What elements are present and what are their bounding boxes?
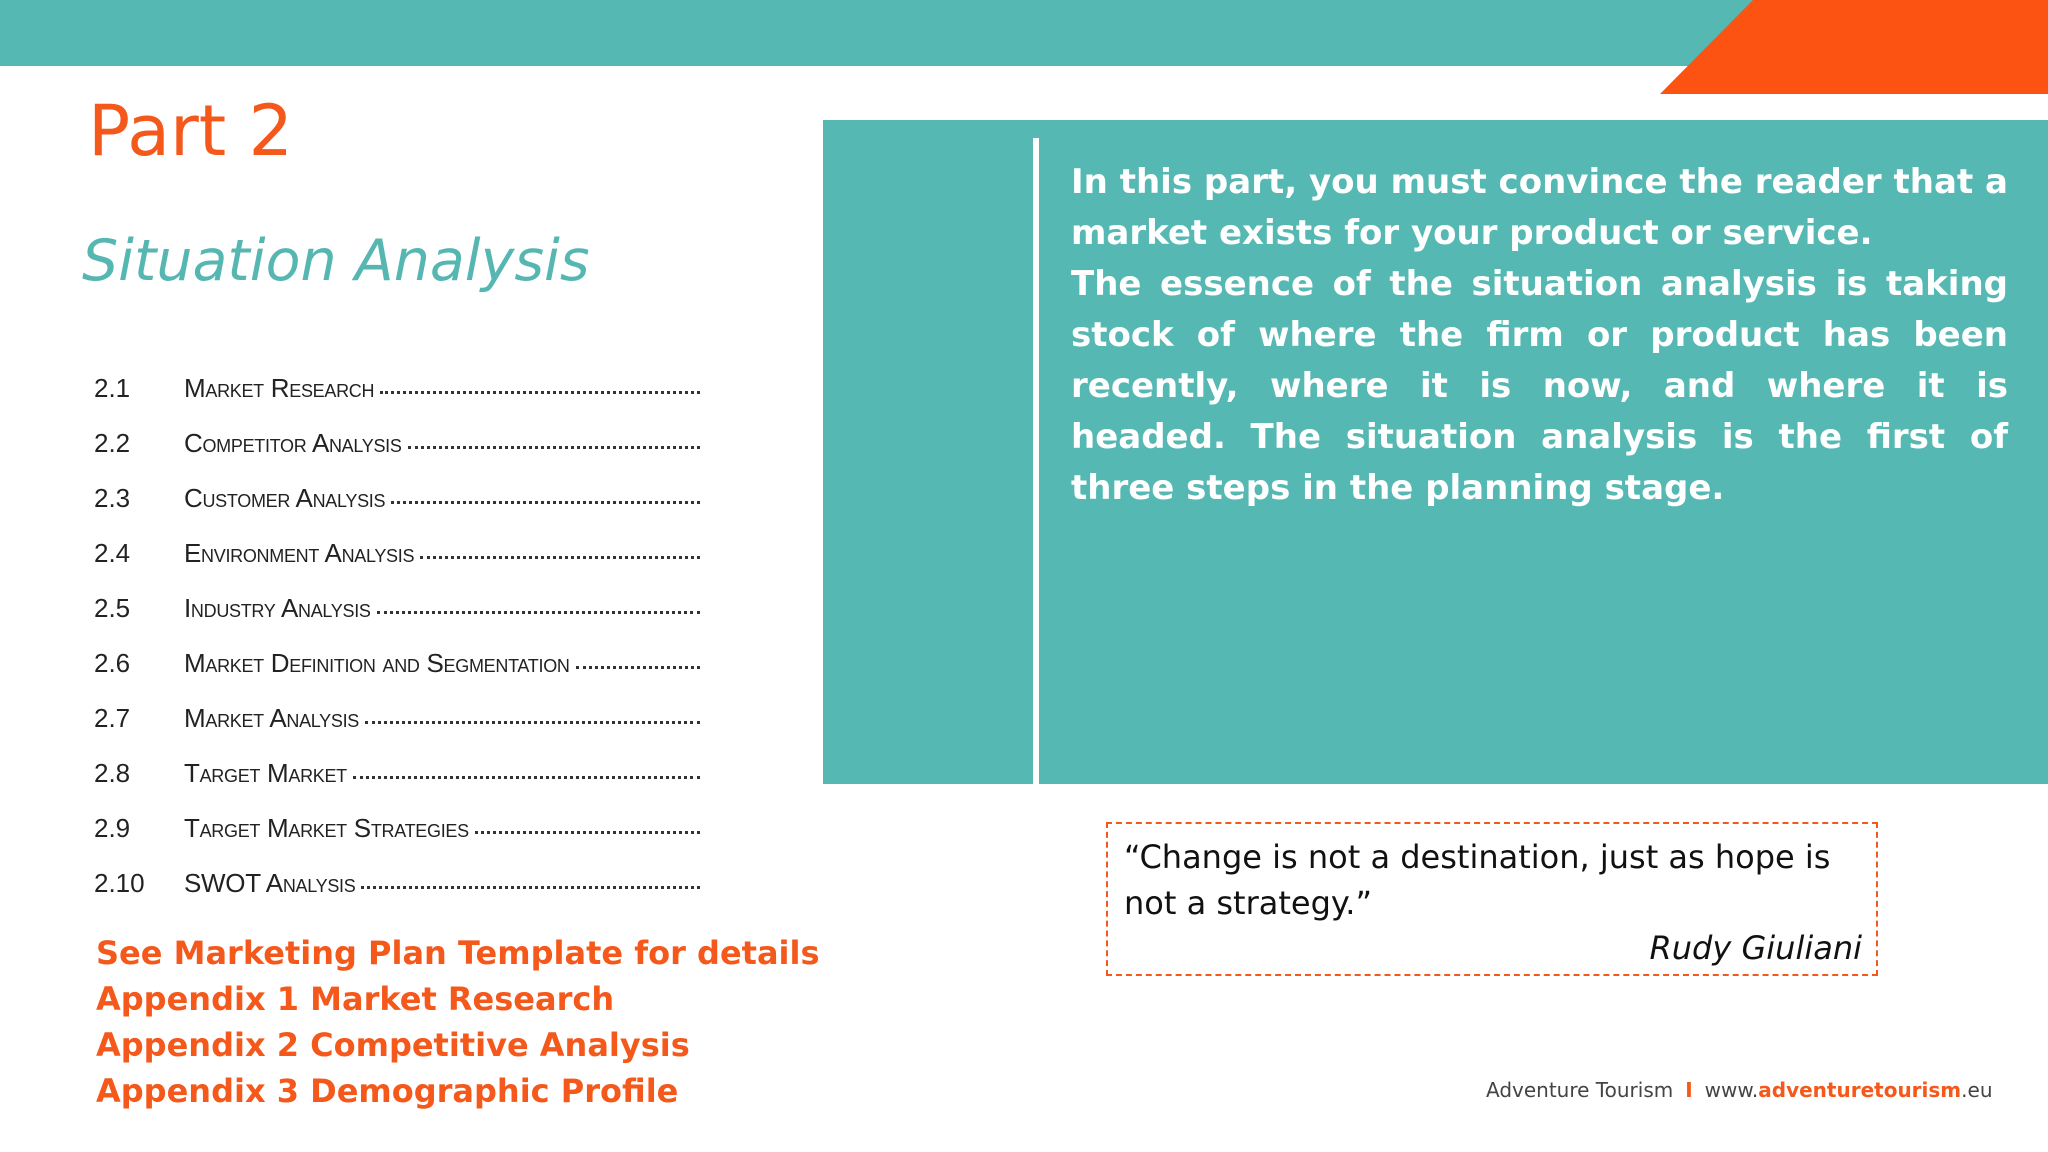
toc-number: 2.4 [94, 538, 131, 568]
panel-paragraph-1: In this part, you must convince the reader that a market exists for your product or service. [1071, 162, 2008, 253]
toc-item[interactable] [94, 428, 700, 483]
toc-number: 2.6 [94, 648, 131, 678]
footer [1486, 1078, 1993, 1102]
toc-label: SWOT Analysis [184, 868, 356, 898]
appendix-1-link[interactable]: Appendix 1 Market Research [96, 980, 615, 1018]
toc-item[interactable] [94, 538, 700, 593]
panel-paragraph-2: The essence of the situation analysis is taking stock of where the firm or product has been recently, where it is now, and where it is headed. The situation analysis is the first of three steps in the planning stage. [1071, 264, 2008, 508]
footer-website-link[interactable] [1705, 1078, 1993, 1102]
toc-label: Market Research [184, 373, 375, 403]
panel-text [1071, 157, 2008, 514]
panel-divider [1033, 138, 1039, 784]
appendix-2-link[interactable]: Appendix 2 Competitive Analysis [96, 1026, 690, 1064]
toc-label: Market Definition and Segmentation [184, 648, 570, 678]
part-title: Part 2 [88, 90, 293, 172]
template-link[interactable]: See Marketing Plan Template for details [96, 934, 820, 972]
toc-label: Industry Analysis [184, 593, 371, 623]
toc-number: 2.7 [94, 703, 131, 733]
toc-number: 2.1 [94, 373, 131, 403]
toc-number: 2.8 [94, 758, 131, 788]
toc-leader-dots [361, 886, 700, 889]
footer-url-suffix: .eu [1961, 1078, 1993, 1102]
toc-label: Market Analysis [184, 703, 359, 733]
toc-leader-dots [576, 666, 700, 669]
toc-item[interactable] [94, 703, 700, 758]
toc-item[interactable] [94, 648, 700, 703]
appendix-3-link[interactable]: Appendix 3 Demographic Profile [96, 1072, 679, 1110]
toc-item[interactable] [94, 758, 700, 813]
toc-number: 2.10 [94, 868, 145, 898]
toc-item[interactable] [94, 483, 700, 538]
toc-label: Environment Analysis [184, 538, 415, 568]
toc-number: 2.3 [94, 483, 131, 513]
quote-text: “Change is not a destination, just as hope is not a strategy.” [1124, 838, 1831, 922]
toc-leader-dots [408, 446, 700, 449]
footer-brand: Adventure Tourism [1486, 1078, 1674, 1102]
quote-author: Rudy Giuliani [1649, 929, 1862, 967]
quote-box [1106, 822, 1878, 976]
toc-leader-dots [475, 831, 700, 834]
section-title: Situation Analysis [82, 228, 590, 294]
footer-url-domain: adventuretourism [1758, 1078, 1962, 1102]
appendix-links [96, 930, 820, 1114]
toc-number: 2.5 [94, 593, 131, 623]
toc-number: 2.2 [94, 428, 131, 458]
toc-leader-dots [353, 776, 700, 779]
toc-label: Customer Analysis [184, 483, 386, 513]
toc-label: Target Market [184, 758, 347, 788]
toc-item[interactable] [94, 373, 700, 428]
toc-item[interactable] [94, 813, 700, 868]
toc-leader-dots [377, 611, 700, 614]
toc-label: Target Market Strategies [184, 813, 469, 843]
toc-item[interactable] [94, 593, 700, 648]
toc-item[interactable] [94, 868, 700, 923]
toc-label: Competitor Analysis [184, 428, 402, 458]
toc-leader-dots [380, 391, 700, 394]
toc-number: 2.9 [94, 813, 131, 843]
toc-leader-dots [391, 501, 700, 504]
toc-leader-dots [420, 556, 700, 559]
toc-leader-dots [365, 721, 700, 724]
table-of-contents [94, 373, 700, 923]
footer-url-prefix: www. [1704, 1078, 1759, 1102]
footer-separator: I [1685, 1078, 1693, 1102]
